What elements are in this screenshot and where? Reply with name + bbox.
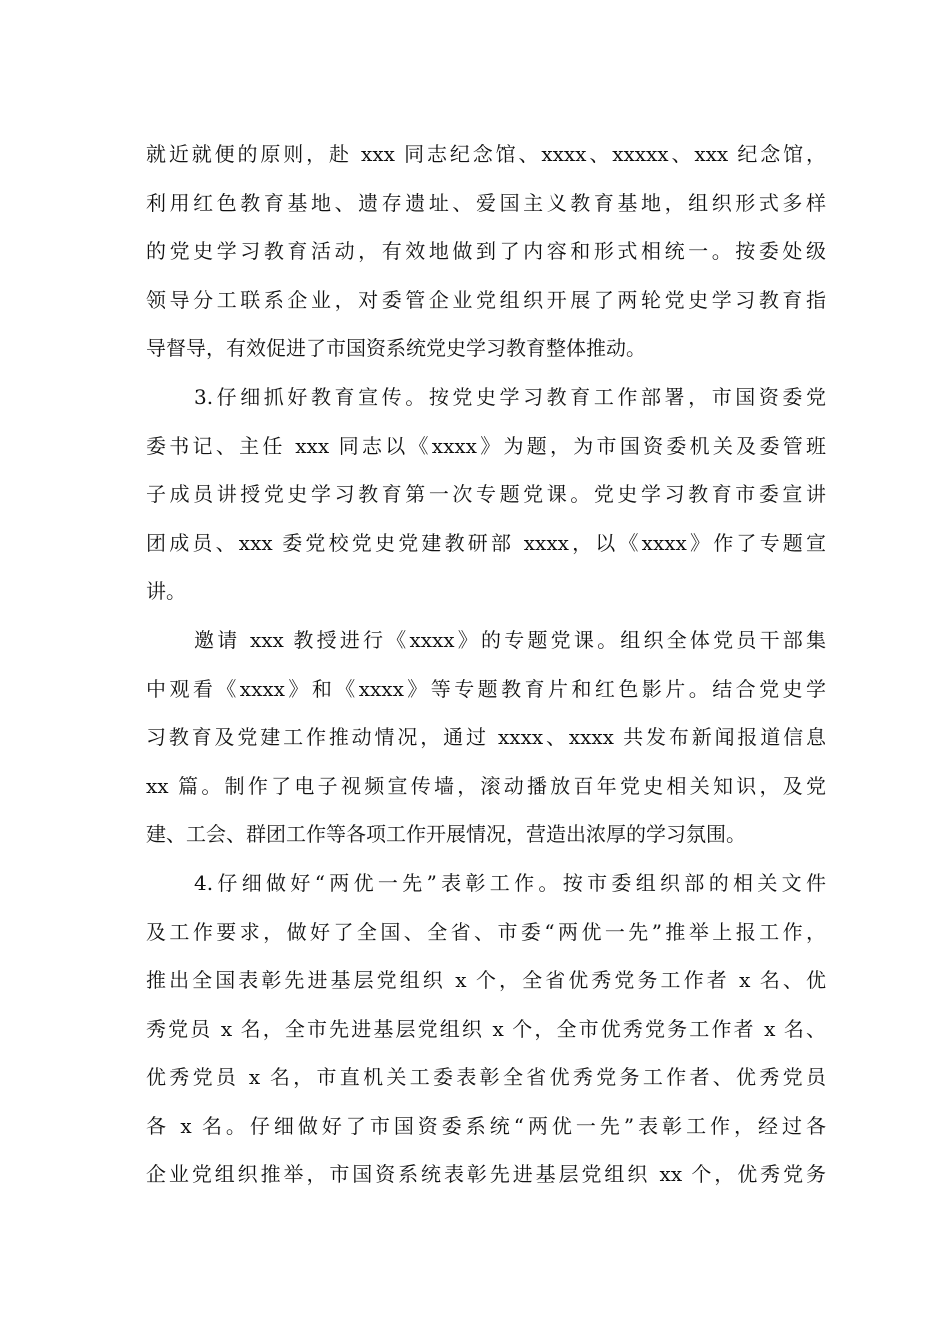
text-line: xx 篇。制作了电子视频宣传墙，滚动播放百年党史相关知识，及党 [146, 773, 826, 798]
text-line: 推出全国表彰先进基层党组织 x 个，全省优秀党务工作者 x 名、优 [146, 968, 826, 993]
text-line: 导督导，有效促进了市国资系统党史学习教育整体推动。 [146, 336, 646, 361]
text-line: 习教育及党建工作推动情况，通过 xxxx、xxxx 共发布新闻报道信息 [146, 725, 826, 750]
text-line: 团成员、xxx 委党校党史党建教研部 xxxx，以《xxxx》作了专题宣 [146, 530, 826, 555]
document-body [146, 130, 826, 1199]
paragraph-start-line: 4.仔细做好“两优一先”表彰工作。按市委组织部的相关文件 [194, 870, 826, 895]
text-line: 企业党组织推举，市国资系统表彰先进基层党组织 xx 个，优秀党务 [146, 1162, 826, 1187]
text-line: 各 x 名。仔细做好了市国资委系统“两优一先”表彰工作，经过各 [146, 1113, 826, 1138]
text-line: 讲。 [146, 579, 186, 604]
text-line: 就近就便的原则，赴 xxx 同志纪念馆、xxxx、xxxxx、xxx 纪念馆， [146, 142, 826, 166]
text-line: 秀党员 x 名，全市先进基层党组织 x 个，全市优秀党务工作者 x 名、 [146, 1016, 826, 1041]
paragraph-start-line: 邀请 xxx 教授进行《xxxx》的专题党课。组织全体党员干部集 [194, 627, 826, 652]
text-line: 委书记、主任 xxx 同志以《xxxx》为题，为市国资委机关及委管班 [146, 433, 826, 458]
text-line: 中观看《xxxx》和《xxxx》等专题教育片和红色影片。结合党史学 [146, 676, 826, 701]
text-line: 子成员讲授党史学习教育第一次专题党课。党史学习教育市委宣讲 [146, 482, 826, 507]
text-line: 领导分工联系企业，对委管企业党组织开展了两轮党史学习教育指 [146, 287, 826, 312]
text-line: 优秀党员 x 名，市直机关工委表彰全省优秀党务工作者、优秀党员 [146, 1065, 826, 1090]
text-line: 利用红色教育基地、遗存遗址、爱国主义教育基地，组织形式多样 [146, 190, 826, 215]
text-line: 的党史学习教育活动，有效地做到了内容和形式相统一。按委处级 [146, 239, 826, 264]
paragraph-start-line: 3.仔细抓好教育宣传。按党史学习教育工作部署，市国资委党 [194, 384, 826, 409]
text-line: 及工作要求，做好了全国、全省、市委“两优一先”推举上报工作， [146, 919, 826, 944]
text-line: 建、工会、群团工作等各项工作开展情况，营造出浓厚的学习氛围。 [146, 822, 746, 847]
